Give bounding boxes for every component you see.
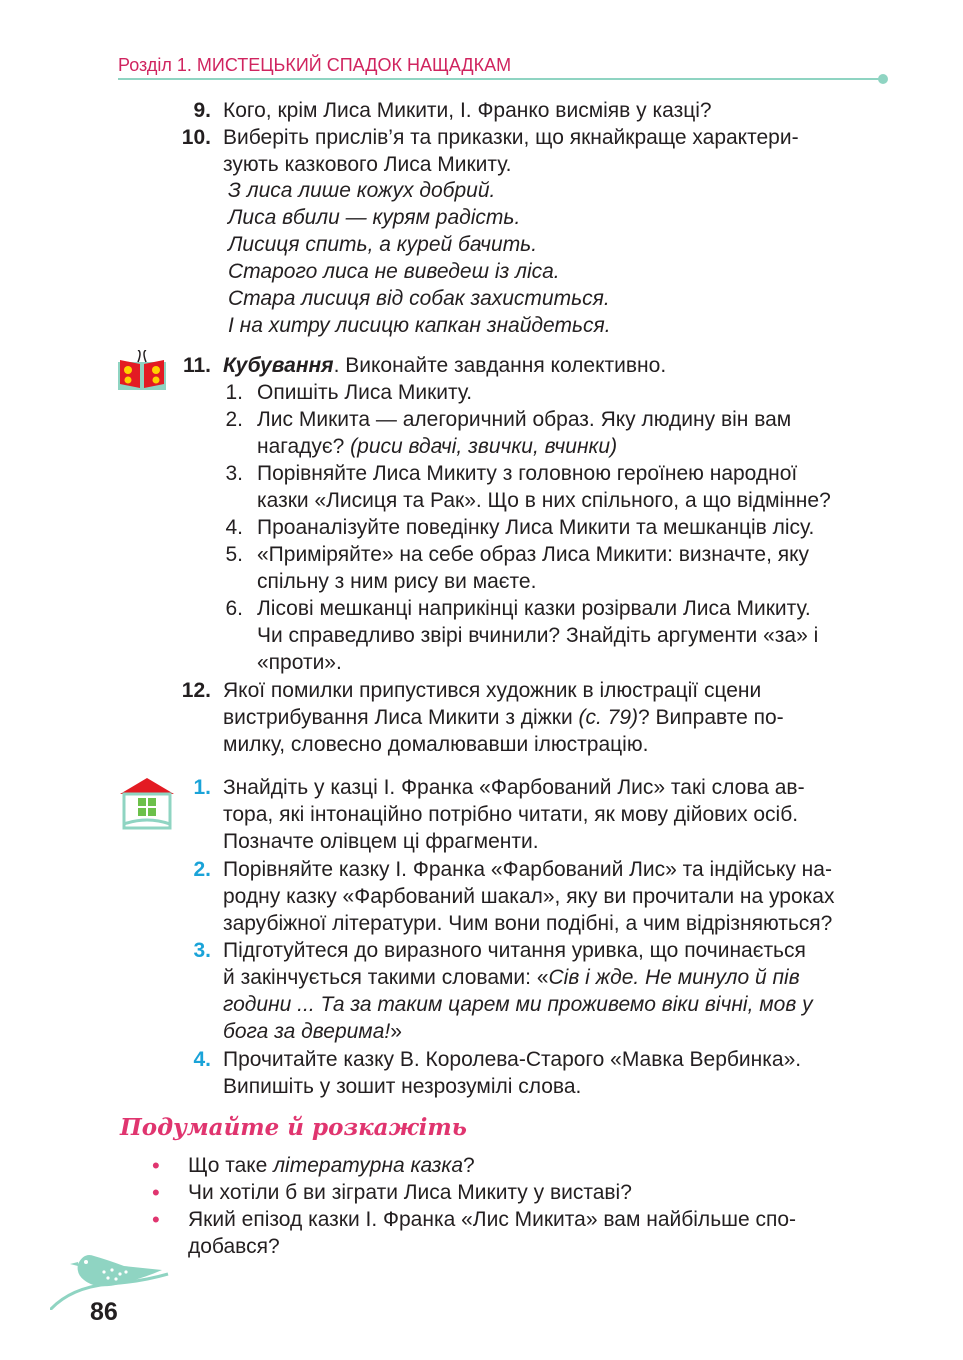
chapter-header: Розділ 1. МИСТЕЦЬКИЙ СПАДОК НАЩАДКАМ [118,55,512,75]
subitem-number: 5. [225,543,243,566]
header-rule [118,78,884,80]
discussion-question: Чи хотіли б ви зіграти Лиса Микиту у виставі? [188,1181,632,1204]
quote-text: бога за дверима! [223,1020,391,1043]
subitem-text: казки «Лисиця та Рак». Що в них спільного, а що відмінне? [257,489,831,512]
question-12-number: 12. [181,679,211,702]
homework-1-number: 1. [193,776,211,799]
homework-4-number: 4. [193,1048,211,1071]
subitem-number: 3. [225,462,243,485]
bullet-icon: • [152,1207,160,1232]
subitem-text: спільну з ним рису ви маєте. [257,570,537,593]
homework-text: Випишіть у зошит незрозумілі слова. [223,1075,582,1098]
homework-text: Порівняйте казку І. Франка «Фарбований Лис» та індійську на- [223,858,832,881]
question-11-number: 11. [182,354,211,377]
bullet-icon: • [152,1153,160,1178]
text-part: ? [463,1154,475,1177]
homework-text: Позначте олівцем ці фрагменти. [223,830,539,853]
question-12-line-2 [223,704,883,731]
discussion-question: добався? [188,1235,280,1258]
homework-text: Прочитайте казку В. Королева-Старого «Мавка Вербинка». [223,1048,802,1071]
header-rule-dot [878,74,888,84]
text-part: » [390,1020,402,1043]
subitem-text: Проаналізуйте поведінку Лиса Микити та мешканців лісу. [257,516,815,539]
subitem-text: Чи справедливо звірі вчинили? Знайдіть аргументи «за» і [257,624,819,647]
proverb: З лиса лише кожух добрий. [228,179,496,202]
subitem-text: Лісові мешканці наприкінці казки розірвали Лиса Микиту. [257,597,811,620]
subitem-text-part: нагадує? [257,435,345,458]
question-10-line-1: Виберіть прислів’я та приказки, що якнайкраще характери- [223,126,799,149]
subitem-number: 2. [225,408,243,431]
subitem-text: Опишіть Лиса Микиту. [257,381,473,404]
homework-3-number: 3. [193,939,211,962]
homework-text: зарубіжної літератури. Чим вони подібні, а чим відрізняються? [223,912,833,935]
question-12-line-3: милку, словесно домалювавши ілюстрацію. [223,733,649,756]
subitem-text [257,433,883,460]
homework-text: родну казку «Фарбований шакал», яку ви прочитали на уроках [223,885,835,908]
proverb: Лисиця спить, а курей бачить. [228,233,538,256]
question-9-number: 9. [193,99,211,122]
subitem-text: «Приміряйте» на себе образ Лиса Микити: визначте, яку [257,543,810,566]
page-reference: (с. 79) [578,706,639,729]
subitem-text: «проти». [257,651,342,674]
subitem-number: 1. [225,381,243,404]
subitem-text: Порівняйте Лиса Микиту з головною героїнею народної [257,462,798,485]
proverb: Стара лисиця від собак захиститься. [228,287,610,310]
bullet-icon: • [152,1180,160,1205]
homework-2-number: 2. [193,858,211,881]
question-10-line-2: зують казкового Лиса Микиту. [223,153,512,176]
subitem-number: 4. [225,516,243,539]
proverb: Старого лиса не виведеш із ліса. [228,260,560,283]
proverb: Лиса вбили — курям радість. [228,206,521,229]
text-part: Що таке [188,1154,274,1177]
homework-text: Знайдіть у казці І. Франка «Фарбований Лис» такі слова ав- [223,776,805,799]
question-10-number: 10. [181,126,211,149]
question-11-heading [223,352,883,379]
cubing-icon [116,350,168,397]
term: літературна казка [273,1154,464,1177]
question-9-text: Кого, крім Лиса Микити, І. Франко висміяв у казці? [223,99,712,122]
question-12-line-1: Якої помилки припустився художник в ілюстрації сцени [223,679,762,702]
question-11-instruction: . Виконайте завдання колективно. [333,354,667,377]
discussion-question: Який епізод казки І. Франка «Лис Микита» вам найбільше спо- [188,1208,797,1231]
subitem-number: 6. [225,597,243,620]
homework-text [223,1018,883,1045]
method-name: Кубування [223,354,334,377]
text-part: ? Виправте по- [638,706,784,729]
text-part: й закінчується такими словами: « [223,966,549,989]
section-title: Подумайте й розкажіть [120,1114,467,1141]
quote-text: години ... Та за таким царем ми проживемо віки вічні, мов у [223,993,813,1016]
subitem-text: Лис Микита — алегоричний образ. Яку людину він вам [257,408,792,431]
text-part: вистрибування Лиса Микити з діжки [223,706,579,729]
homework-text: тора, які інтонаційно потрібно читати, як мову дійових осіб. [223,803,799,826]
page-number: 86 [90,1298,118,1326]
discussion-question [188,1152,883,1179]
homework-text: Підготуйтеся до виразного читання уривка, що починається [223,939,806,962]
subitem-hint: (риси вдачі, звички, вчинки) [344,435,618,458]
homework-text [223,964,883,991]
quote-text: Сів і жде. Не минуло й пів [548,966,800,989]
proverb: І на хитру лисицю капкан знайдеться. [228,314,611,337]
